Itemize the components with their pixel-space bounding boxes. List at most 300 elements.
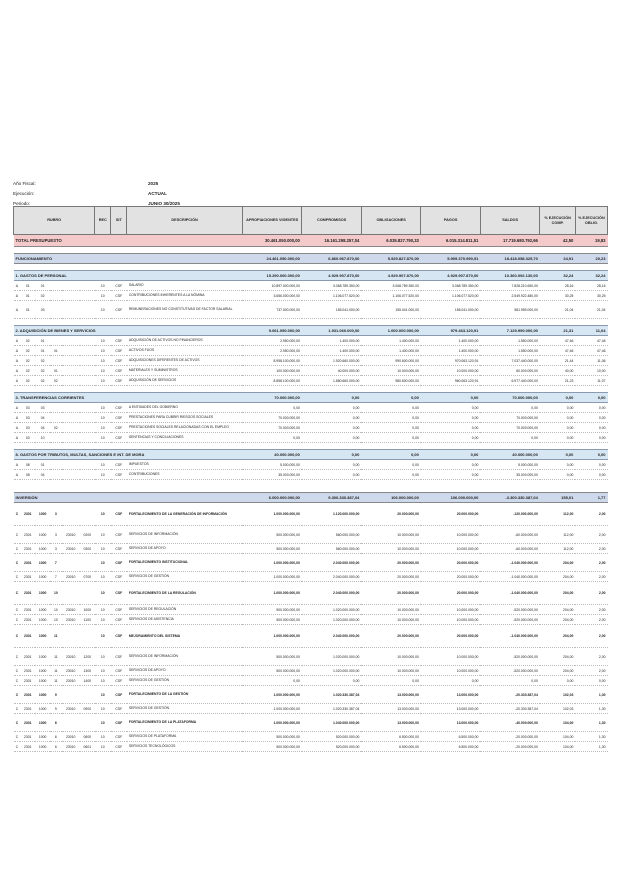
table-row xyxy=(14,732,608,742)
sit-cell: CSF xyxy=(111,413,127,423)
table-row xyxy=(14,376,608,386)
ejec-comp-cell: 112,00 xyxy=(540,526,575,544)
saldos-cell: 0,00 xyxy=(480,403,540,413)
rubro-code-part: 2301 xyxy=(20,648,35,666)
rubro-code-part: 1000 xyxy=(35,704,50,714)
spacer-row xyxy=(14,386,608,393)
rubro-code-part: 7 xyxy=(50,554,61,572)
rubro-code-part: A xyxy=(14,423,21,433)
summary-compromisos: 0,00 xyxy=(302,393,362,403)
summary-compromisos: 0,00 xyxy=(302,450,362,460)
table-row xyxy=(14,582,608,605)
rubro-code-part: 02 xyxy=(35,366,50,376)
rec-cell: 10 xyxy=(95,376,111,386)
rubro-code-part: 03 xyxy=(35,403,50,413)
summary-compromisos: 9.300.330.387,04 xyxy=(302,493,362,503)
summary-saldos: -3.300.330.387,04 xyxy=(480,493,540,503)
rubro-code-part: C xyxy=(14,666,21,676)
sit-cell: CSF xyxy=(111,301,127,319)
ejec-comp-cell: 0,00 xyxy=(540,460,575,470)
rubro-code-part: C xyxy=(14,605,21,615)
sit-cell: CSF xyxy=(111,470,127,480)
rubro-code-part: A xyxy=(14,413,21,423)
rubro-code-part: 7 xyxy=(50,572,61,582)
rubro-code-part: 23010 xyxy=(62,544,80,554)
sit-cell: CSF xyxy=(111,366,127,376)
ejec-oblig-cell: 2,00 xyxy=(575,625,607,648)
ejec-comp-cell: 204,00 xyxy=(540,625,575,648)
apropiaciones-cell: 2.950.000,00 xyxy=(242,346,302,356)
apropiaciones-cell: 500.000.000,00 xyxy=(242,615,302,625)
ejec-comp-cell: 104,00 xyxy=(540,742,575,752)
rubro-code-part: 2301 xyxy=(20,625,35,648)
summary-label: 3. TRANSFERENCIAS CORRIENTES xyxy=(14,393,243,403)
pagos-cell: 20.000.000,00 xyxy=(421,554,481,572)
compromisos-cell: 3.068.789.350,00 xyxy=(302,281,362,291)
rubro-code-part: A xyxy=(14,336,21,346)
rubro-code-part: 02 xyxy=(20,346,35,356)
pagos-cell: 1.400.000,00 xyxy=(421,336,481,346)
summary-ejec-comp: 24,91 xyxy=(540,254,575,264)
ejec-comp-cell: 0,00 xyxy=(540,676,575,686)
pagos-cell: 960.063.120,91 xyxy=(421,376,481,386)
sit-cell: CSF xyxy=(111,503,127,526)
summary-pagos: 5.909.370.990,91 xyxy=(421,254,481,264)
rubro-code-part: A xyxy=(14,403,21,413)
compromisos-cell: 40.000.000,00 xyxy=(302,366,362,376)
rubro-code-part xyxy=(50,413,61,423)
sit-cell: CSF xyxy=(111,376,127,386)
rubro-code-part xyxy=(62,336,80,346)
apropiaciones-cell: 1.000.000.000,00 xyxy=(242,686,302,704)
rubro-code-part xyxy=(80,470,95,480)
apropiaciones-cell: 500.000.000,00 xyxy=(242,742,302,752)
table-row xyxy=(14,686,608,704)
pagos-cell: 20.000.000,00 xyxy=(421,503,481,526)
obligaciones-cell: 20.000.000,00 xyxy=(361,625,421,648)
ejec-oblig-cell: 30,25 xyxy=(575,291,607,301)
saldos-cell: -520.000.000,00 xyxy=(480,648,540,666)
rubro-code-part xyxy=(80,403,95,413)
compromisos-cell: 1.020.330.387,04 xyxy=(302,686,362,704)
rubro-code-part: A xyxy=(14,301,21,319)
description-cell: PRESTACIONES SOCIALES RELACIONADAS CON EL EMPLEO xyxy=(127,423,243,433)
rubro-code-part xyxy=(80,281,95,291)
ejec-comp-cell: 102,03 xyxy=(540,686,575,704)
rec-cell: 10 xyxy=(95,460,111,470)
compromisos-cell: 0,00 xyxy=(302,460,362,470)
rec-cell: 10 xyxy=(95,356,111,366)
sit-cell: CSF xyxy=(111,336,127,346)
rubro-code-part: 2301 xyxy=(20,732,35,742)
ejec-comp-cell: 204,00 xyxy=(540,582,575,605)
compromisos-cell: 1.020.000.000,00 xyxy=(302,605,362,615)
saldos-cell: -20.000.000,00 xyxy=(480,732,540,742)
spacer-row xyxy=(14,443,608,450)
table-row xyxy=(14,470,608,480)
description-cell: REMUNERACIONES NO CONSTITUTIVAS DE FACTOR SALARIAL xyxy=(127,301,243,319)
rubro-code-part: 3 xyxy=(50,526,61,544)
description-cell: CONTRIBUCIONES INHERENTES A LA NÓMINA xyxy=(127,291,243,301)
apropiaciones-cell: 2.950.000,00 xyxy=(242,336,302,346)
pagos-cell: 13.000.000,00 xyxy=(421,686,481,704)
saldos-cell: -20.330.387,04 xyxy=(480,704,540,714)
sit-cell: CSF xyxy=(111,356,127,366)
header-descripcion: DESCRIPCIÓN xyxy=(127,207,243,235)
summary-obligaciones: 6.035.827.790,33 xyxy=(361,235,421,247)
rubro-code-part: C xyxy=(14,544,21,554)
rubro-code-part: 2301 xyxy=(20,544,35,554)
rubro-code-part: A xyxy=(14,433,21,443)
pagos-cell: 20.000.000,00 xyxy=(421,625,481,648)
rubro-code-part: 2301 xyxy=(20,503,35,526)
pagos-cell: 0,00 xyxy=(421,413,481,423)
rec-cell: 10 xyxy=(95,526,111,544)
summary-apropiaciones: 40.000.000,00 xyxy=(242,450,302,460)
rubro-code-part: 6 xyxy=(50,714,61,732)
sit-cell: CSF xyxy=(111,676,127,686)
total-presupuesto-row xyxy=(14,235,608,247)
rubro-code-part xyxy=(50,301,61,319)
obligaciones-cell: 0,00 xyxy=(361,433,421,443)
rubro-code-part: C xyxy=(14,503,21,526)
spacer-cell xyxy=(14,247,608,254)
rubro-code-part xyxy=(80,503,95,526)
ejec-oblig-cell: 2,00 xyxy=(575,666,607,676)
ejec-comp-cell: 204,00 xyxy=(540,572,575,582)
rubro-code-part: 1000 xyxy=(35,544,50,554)
saldos-cell: -1.040.000.000,00 xyxy=(480,572,540,582)
compromisos-cell: 0,00 xyxy=(302,413,362,423)
summary-obligaciones: 0,00 xyxy=(361,393,421,403)
rubro-code-part: 1100 xyxy=(80,615,95,625)
obligaciones-cell: 10.000.000,00 xyxy=(361,366,421,376)
saldos-cell: 1.550.000,00 xyxy=(480,336,540,346)
apropiaciones-cell: 0,00 xyxy=(242,433,302,443)
rubro-code-part: 0900 xyxy=(80,704,95,714)
rubro-code-part: 03 xyxy=(20,423,35,433)
description-cell: ADQUISICIÓN DE ACTIVOS NO FINANCIEROS xyxy=(127,336,243,346)
rec-cell: 10 xyxy=(95,582,111,605)
rubro-code-part: 01 xyxy=(20,301,35,319)
summary-obligaciones: 1.000.000.000,00 xyxy=(361,326,421,336)
ejec-oblig-cell: 11,06 xyxy=(575,356,607,366)
spacer-cell xyxy=(14,386,608,393)
summary-ejec-comp: 155,01 xyxy=(540,493,575,503)
rec-cell: 10 xyxy=(95,676,111,686)
description-cell: FORTALECIMIENTO INSTITUCIONAL xyxy=(127,554,243,572)
header-ejec-comp: % EJECUCIÓN COMP. xyxy=(540,207,575,235)
pagos-cell: 0,00 xyxy=(421,460,481,470)
report-metadata xyxy=(13,179,180,209)
description-cell: SERVICIOS TECNOLÓGICOS xyxy=(127,742,243,752)
rubro-code-part: 2301 xyxy=(20,526,35,544)
apropiaciones-cell: 0,00 xyxy=(242,676,302,686)
rubro-code-part xyxy=(80,582,95,605)
rubro-code-part xyxy=(62,433,80,443)
rubro-code-part: C xyxy=(14,714,21,732)
metadata-row xyxy=(13,179,180,189)
summary-apropiaciones: 24.461.050.000,00 xyxy=(242,254,302,264)
sit-cell: CSF xyxy=(111,742,127,752)
description-cell: SERVICIOS DE GESTIÓN xyxy=(127,572,243,582)
ejec-comp-cell: 21,04 xyxy=(540,301,575,319)
ejec-oblig-cell: 1,30 xyxy=(575,704,607,714)
rubro-code-part xyxy=(62,554,80,572)
description-cell: FORTALECIMIENTO DE LA REGULACIÓN xyxy=(127,582,243,605)
saldos-cell: 70.000.000,00 xyxy=(480,413,540,423)
rubro-code-part: 2301 xyxy=(20,554,35,572)
sit-cell: CSF xyxy=(111,704,127,714)
ejec-oblig-cell: 47,46 xyxy=(575,346,607,356)
pagos-cell: 10.000.000,00 xyxy=(421,544,481,554)
rubro-code-part: 11 xyxy=(50,666,61,676)
ejec-oblig-cell: 1,30 xyxy=(575,732,607,742)
pagos-cell: 0,00 xyxy=(421,676,481,686)
rubro-code-part xyxy=(50,281,61,291)
description-cell: IMPUESTOS xyxy=(127,460,243,470)
obligaciones-cell: 20.000.000,00 xyxy=(361,582,421,605)
pagos-cell: 10.000.000,00 xyxy=(421,615,481,625)
compromisos-cell: 520.000.000,00 xyxy=(302,742,362,752)
summary-saldos: 10.360.092.130,00 xyxy=(480,271,540,281)
metadata-label: Ejecución: xyxy=(13,191,35,196)
rec-cell: 10 xyxy=(95,301,111,319)
obligaciones-cell: 13.000.000,00 xyxy=(361,686,421,704)
rubro-code-part: A xyxy=(14,460,21,470)
rec-cell: 10 xyxy=(95,346,111,356)
ejec-comp-cell: 0,00 xyxy=(540,470,575,480)
rubro-code-part: 11 xyxy=(50,676,61,686)
rubro-code-part: 01 xyxy=(35,336,50,346)
rubro-code-part: 23010 xyxy=(62,648,80,666)
compromisos-cell: 1.020.330.387,04 xyxy=(302,704,362,714)
group-row xyxy=(14,450,608,460)
rubro-code-part: A xyxy=(14,470,21,480)
rubro-code-part xyxy=(80,433,95,443)
rubro-code-part: 01 xyxy=(35,460,50,470)
table-header-row xyxy=(14,207,608,235)
rubro-code-part: A xyxy=(14,376,21,386)
rubro-code-part xyxy=(50,470,61,480)
ejec-oblig-cell: 0,00 xyxy=(575,460,607,470)
rubro-code-part xyxy=(80,714,95,732)
rubro-code-part: 0600 xyxy=(80,732,95,742)
rubro-code-part: 01 xyxy=(50,366,61,376)
pagos-cell: 155.041.000,00 xyxy=(421,301,481,319)
description-cell: SERVICIOS DE GESTIÓN xyxy=(127,676,243,686)
table-row xyxy=(14,742,608,752)
table-row xyxy=(14,554,608,572)
ejec-oblig-cell: 0,00 xyxy=(575,433,607,443)
compromisos-cell: 560.000.000,00 xyxy=(302,526,362,544)
rubro-code-part xyxy=(80,356,95,366)
description-cell: FORTALECIMIENTO DE LA PLATAFORMA xyxy=(127,714,243,732)
table-row xyxy=(14,356,608,366)
header-saldos: SALDOS xyxy=(480,207,540,235)
table-row xyxy=(14,625,608,648)
rec-cell: 10 xyxy=(95,433,111,443)
rubro-code-part xyxy=(80,554,95,572)
description-cell: MEJORAMIENTO DEL SISTEMA xyxy=(127,625,243,648)
compromisos-cell: 1.880.660.000,00 xyxy=(302,376,362,386)
rec-cell: 10 xyxy=(95,403,111,413)
header-rubro: RUBRO xyxy=(14,207,95,235)
ejec-oblig-cell: 2,00 xyxy=(575,526,607,544)
summary-saldos: 70.000.000,00 xyxy=(480,393,540,403)
rec-cell: 10 xyxy=(95,544,111,554)
inversion-row xyxy=(14,493,608,503)
obligaciones-cell: 10.000.000,00 xyxy=(361,648,421,666)
compromisos-cell: 1.120.000.000,00 xyxy=(302,503,362,526)
apropiaciones-cell: 1.000.000.000,00 xyxy=(242,503,302,526)
rec-cell: 10 xyxy=(95,686,111,704)
pagos-cell: 10.000.000,00 xyxy=(421,366,481,376)
pagos-cell: 6.500.000,00 xyxy=(421,732,481,742)
sit-cell: CSF xyxy=(111,460,127,470)
apropiaciones-cell: 3.656.000.000,00 xyxy=(242,291,302,301)
rubro-code-part: 2301 xyxy=(20,572,35,582)
description-cell: SENTENCIAS Y CONCILIACIONES xyxy=(127,433,243,443)
obligaciones-cell: 20.000.000,00 xyxy=(361,554,421,572)
summary-ejec-comp: 32,24 xyxy=(540,271,575,281)
rubro-code-part xyxy=(80,376,95,386)
rubro-code-part xyxy=(62,460,80,470)
compromisos-cell: 2.040.000.000,00 xyxy=(302,554,362,572)
rubro-code-part: 02 xyxy=(35,376,50,386)
rubro-code-part xyxy=(80,346,95,356)
rubro-code-part xyxy=(50,336,61,346)
rubro-code-part: C xyxy=(14,648,21,666)
header-obligaciones: OBLIGACIONES xyxy=(361,207,421,235)
rubro-code-part: 03 xyxy=(20,413,35,423)
apropiaciones-cell: 10.897.000.000,00 xyxy=(242,281,302,291)
apropiaciones-cell: 500.000.000,00 xyxy=(242,732,302,742)
header-pagos: PAGOS xyxy=(421,207,481,235)
ejec-oblig-cell: 2,00 xyxy=(575,605,607,615)
rubro-code-part: 01 xyxy=(35,346,50,356)
summary-compromisos: 6.860.967.870,00 xyxy=(302,254,362,264)
rubro-code-part: 1000 xyxy=(35,742,50,752)
rubro-code-part: 23010 xyxy=(62,676,80,686)
rubro-code-part xyxy=(62,714,80,732)
description-cell: PRESTACIONES PARA CUBRIR RIESGOS SOCIALES xyxy=(127,413,243,423)
budget-execution-table xyxy=(13,206,608,752)
rec-cell: 10 xyxy=(95,742,111,752)
sit-cell: CSF xyxy=(111,582,127,605)
obligaciones-cell: 0,00 xyxy=(361,403,421,413)
obligaciones-cell: 3.068.789.350,00 xyxy=(361,281,421,291)
rubro-code-part xyxy=(62,686,80,704)
rubro-code-part: 23010 xyxy=(62,572,80,582)
table-row xyxy=(14,413,608,423)
pagos-cell: 0,00 xyxy=(421,470,481,480)
saldos-cell: -20.000.000,00 xyxy=(480,742,540,752)
rubro-code-part: 3 xyxy=(50,544,61,554)
rubro-code-part: 3 xyxy=(50,503,61,526)
rubro-code-part xyxy=(80,460,95,470)
rubro-code-part: C xyxy=(14,676,21,686)
rubro-code-part: 1200 xyxy=(80,648,95,666)
apropiaciones-cell: 1.000.000.000,00 xyxy=(242,554,302,572)
apropiaciones-cell: 500.000.000,00 xyxy=(242,544,302,554)
rubro-code-part: 0700 xyxy=(80,572,95,582)
apropiaciones-cell: 8.858.100.000,00 xyxy=(242,376,302,386)
header-sit: SIT xyxy=(111,207,127,235)
rubro-code-part: 23010 xyxy=(62,666,80,676)
ejec-comp-cell: 112,00 xyxy=(540,503,575,526)
summary-label: 8. GASTOS POR TRIBUTOS, MULTAS, SANCIONES E INT. DE MORA xyxy=(14,450,243,460)
rubro-code-part: 6 xyxy=(50,742,61,752)
rec-cell: 10 xyxy=(95,572,111,582)
saldos-cell: -1.040.000.000,00 xyxy=(480,582,540,605)
ejec-comp-cell: 112,00 xyxy=(540,544,575,554)
metadata-row xyxy=(13,189,180,199)
rubro-code-part: A xyxy=(14,366,21,376)
table-row xyxy=(14,503,608,526)
summary-apropiaciones: 9.061.050.000,00 xyxy=(242,326,302,336)
table-row xyxy=(14,346,608,356)
metadata-value: ACTUAL xyxy=(148,191,167,196)
rubro-code-part xyxy=(50,433,61,443)
ejec-comp-cell: 21,44 xyxy=(540,356,575,366)
summary-label: FUNCIONAMIENTO xyxy=(14,254,243,264)
rubro-code-part: 1000 xyxy=(35,714,50,732)
obligaciones-cell: 10.000.000,00 xyxy=(361,605,421,615)
rubro-code-part: 23010 xyxy=(62,605,80,615)
ejec-comp-cell: 40,00 xyxy=(540,366,575,376)
table-row xyxy=(14,460,608,470)
sit-cell: CSF xyxy=(111,686,127,704)
rubro-code-part xyxy=(62,356,80,366)
rubro-code-part: 23010 xyxy=(62,742,80,752)
obligaciones-cell: 20.000.000,00 xyxy=(361,572,421,582)
rubro-code-part: 9 xyxy=(50,686,61,704)
rubro-code-part: 2301 xyxy=(20,582,35,605)
rubro-code-part xyxy=(62,281,80,291)
compromisos-cell: 155.041.000,00 xyxy=(302,301,362,319)
rubro-code-part xyxy=(80,301,95,319)
table-row xyxy=(14,605,608,615)
sit-cell: CSF xyxy=(111,666,127,676)
pagos-cell: 1.106.077.520,00 xyxy=(421,291,481,301)
rec-cell: 10 xyxy=(95,366,111,376)
rubro-code-part: 1000 xyxy=(35,625,50,648)
ejec-oblig-cell: 1,30 xyxy=(575,742,607,752)
ejec-oblig-cell: 2,00 xyxy=(575,615,607,625)
rubro-code-part xyxy=(62,413,80,423)
obligaciones-cell: 0,00 xyxy=(361,676,421,686)
compromisos-cell: 2.040.000.000,00 xyxy=(302,582,362,605)
rubro-code-part xyxy=(62,423,80,433)
rec-cell: 10 xyxy=(95,470,111,480)
group-row xyxy=(14,393,608,403)
compromisos-cell: 0,00 xyxy=(302,676,362,686)
rubro-code-part: 10 xyxy=(50,605,61,615)
table-row xyxy=(14,544,608,554)
obligaciones-cell: 10.000.000,00 xyxy=(361,526,421,544)
table-row xyxy=(14,572,608,582)
rubro-code-part: A xyxy=(14,291,21,301)
rec-cell: 10 xyxy=(95,413,111,423)
rubro-code-part: 0300 xyxy=(80,544,95,554)
rubro-code-part xyxy=(62,582,80,605)
rubro-code-part: C xyxy=(14,686,21,704)
spacer-cell xyxy=(14,319,608,326)
compromisos-cell: 0,00 xyxy=(302,403,362,413)
rubro-code-part xyxy=(62,403,80,413)
ejec-oblig-cell: 0,00 xyxy=(575,676,607,686)
